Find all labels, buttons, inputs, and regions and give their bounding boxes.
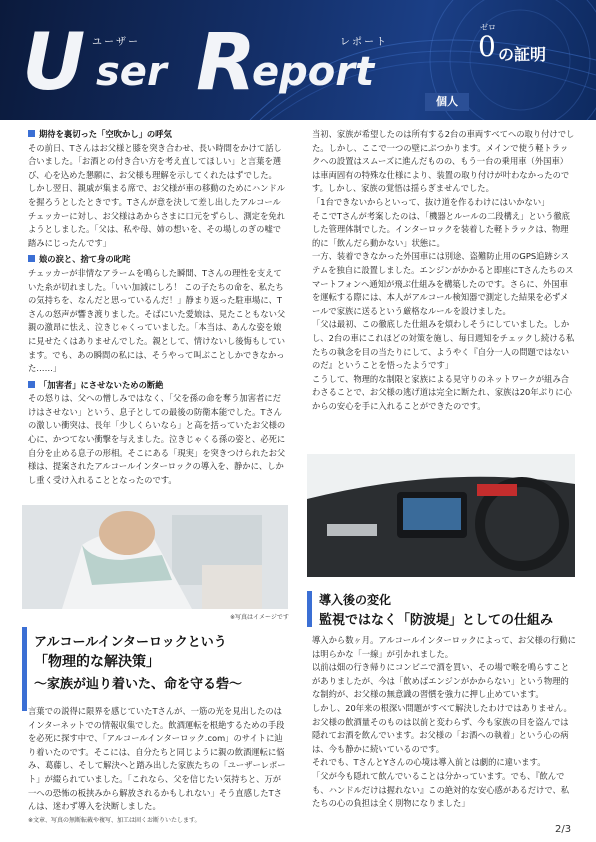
quote: 「父は最初、この徹底した仕組みを煩わしそうにしていました。しかし、2台の車にこれほどの対策を施し、毎日週知をチェックし続ける私たちの執念を目の当たりにして、ようやく『自分一人の問題ではないのだ』ということを悟ったようです」 [312, 319, 575, 371]
accent-bar [307, 591, 312, 627]
left-bottom-article [28, 705, 288, 814]
paragraph: そこでTさんが考案したのは、「機器とルールの二段構え」という徹底した管理体制でした。インターロックを装着した軽トラックは、物理的に「飲んだら動かない」状態に。 [312, 210, 570, 248]
paragraph: チェッカーが非情なアラームを鳴らした瞬間、Tさんの理性を支えていた糸が切れました。「いい加減にしろ！ この子たちの命を、私たちの気持ちを、なんだと思っているんだ！」静まり返った駐車場に、Tさんの怒声が響き渡りました。そばにいた愛娘は、見たこともない父親の激昂に怯え、泣きじゃくっていました。「本当は、あんな姿を娘に見せたくはありませんでした。親として、情けないし後悔もしています。でも、あの瞬間の私には、そうやって叫ぶことしかできなかった……」 [28, 267, 286, 374]
accent-bar [22, 627, 27, 711]
series-zero: 0 [478, 30, 496, 63]
square-bullet-icon [28, 255, 35, 262]
kana-user: ユーザー [92, 37, 140, 48]
photo-car-interior [307, 454, 575, 577]
title-line-1: アルコールインターロックという [34, 635, 227, 650]
title-line-1: 導入後の変化 [319, 593, 392, 607]
kana-report: レポート [340, 37, 388, 48]
category-tag: 個人 [425, 93, 469, 111]
paragraph: しかし翌日、親戚が集まる席で、お父様が車の移動のためにハンドルを握ろうとしたときです。Tさんが意を決して差し出したアルコールチェッカーに対し、お父様はあからさまに口元をずらし、測定を免れようとしました。「父は、私や母、姉の想いを、その場しのぎの嘘で踏みにじったんです」 [28, 183, 286, 248]
paragraph: それでも、TさんとYさんの心境は導入前とは劇的に違います。 [312, 757, 546, 768]
square-bullet-icon [28, 381, 35, 388]
quote: 「父が今も隠れて飲んでいることは分かっています。でも、『飲んでも、ハンドルだけは握れない』この絶対的な安心感があるだけで、私たちの心の負担は全く別物になりました」 [312, 770, 570, 809]
paragraph: 導入から数ヶ月。アルコールインターロックによって、お父様の行動には明らかな「一線」が引かれました。 [312, 635, 576, 659]
page-number: 2/3 [555, 824, 572, 835]
section-heading-3 [28, 379, 288, 393]
series-title: の証明 [498, 45, 547, 64]
title-line-2: 監視ではなく「防波堤」としての仕組み [319, 613, 554, 628]
logo-r: R [196, 18, 257, 108]
paragraph: 以前は畑の行き帰りにコンビニで酒を買い、その場で喉を鳴らすことがありましたが、今は「飲めばエンジンがかからない」という物理的な制約が、お父様の無意識の習慣を強力に押し止めています。 [312, 662, 570, 700]
title-line-2: 「物理的な解決策」 [34, 654, 160, 670]
heading-text: 娘の涙と、捨て身の叱咤 [39, 254, 131, 265]
logo-u: U [22, 18, 84, 108]
square-bullet-icon [28, 130, 35, 137]
logo-eport: eport [252, 49, 375, 95]
paragraph: その前日、Tさんはお父様と膝を突き合わせ、長い時間をかけて話し合いました。「お酒との付き合い方を考え直してほしい」と言葉を選び、心を込めた懇願に、お父様も理解を示してくれたはずでした。 [28, 142, 282, 180]
paragraph: 言葉での説得に限界を感じていたTさんが、一筋の光を見出したのはインターネットでの情報収集でした。飲酒運転を根絶するための手段を必死に探す中で、「アルコールインターロック.com」のサイトに辿り着いたのです。そこには、自分たちと同じように親の飲酒運転に悩み、葛藤し、そして解決へと踏み出した家族たちの「ユーザーレポート」が綴られていました。「これなら、父を信じたい気持ちと、万が一への恐怖の板挟みから解放されるかもしれない」そう直感したTさんは、迷わず導入を決断しました。 [28, 706, 286, 812]
series-ruby: ゼロ [480, 23, 496, 32]
right-article [312, 128, 576, 413]
heading-text: 期待を裏切った「空吹かし」の呼気 [39, 129, 172, 139]
paragraph: しかし、20年来の根深い問題がすべて解決したわけではありません。お父様の飲酒量そのものは以前と変わらず、今も家族の目を盗んでは隠れてお酒を飲んでいます。お父様の「お酒への執着」という心の病は、今も静かに続いているのです。 [312, 702, 572, 754]
logo-ser: ser [96, 49, 167, 95]
left-article [28, 128, 288, 487]
paragraph: 当初、家族が希望したのは所有する2台の車両すべてへの取り付けでした。しかし、ここで一つの壁にぶつかります。メインで使う軽トラックへの設置はスムーズに進んだものの、もう一台の乗用車（外国車）は車両固有の特殊な仕様により、装置の取り付けが叶わなかったのです。しかし、家族の覚悟は揺らぎませんでした。 [312, 129, 575, 194]
section-heading-2 [28, 253, 288, 267]
right-section-title [307, 591, 575, 627]
section-heading-1 [28, 128, 288, 142]
left-section-title [22, 627, 288, 711]
photo-caption: ※写真はイメージです [230, 614, 289, 621]
paragraph: 一方、装着できなかった外国車には別途、盗難防止用のGPS追跡システムを独自に設置しました。エンジンがかかると即座にTさんたちのスマートフォンへ通知が飛ぶ仕組みを構築したのです。さらに、外国車を運転する際には、本人がアルコール検知器で測定した結果を必ずメールで家族に送るという厳格なルールを設けました。 [312, 251, 574, 316]
paragraph: その怒りは、父への憎しみではなく、「父を孫の命を奪う加害者にだけはさせない」という、息子としての最後の防衛本能でした。Tさんの激しい衝突は、長年「少しくらいなら」と高を括っていたお父様の心に、かつてない衝撃を与えました。泣きじゃくる孫の姿と、必死に自分を止める息子の形相。そこにある「現実」を突きつけられたお父様は、提案されたアルコールインターロックの導入を、静かに、しかし重く受け入れることとなったのです。 [28, 393, 286, 485]
title-line-3: ～家族が辿り着いた、命を守る砦～ [34, 677, 243, 692]
paragraph: こうして、物理的な制限と家族による見守りのネットワークが組み合わさることで、お父様の逃げ道は完全に断たれ、家族は20年ぶりに心からの安心を手に入れることができたのです。 [312, 373, 572, 411]
heading-text: 「加害者」にさせないための断絶 [39, 379, 164, 390]
copyright-footnote: ※文章、写真の無断転載や複写、加工は固くお断りいたします。 [28, 817, 201, 824]
header-banner [0, 0, 596, 120]
quote: 「1台できないからといって、抜け道を作るわけにはいかない」 [312, 196, 550, 207]
photo-worried-person [22, 505, 288, 609]
right-bottom-article [312, 634, 576, 811]
